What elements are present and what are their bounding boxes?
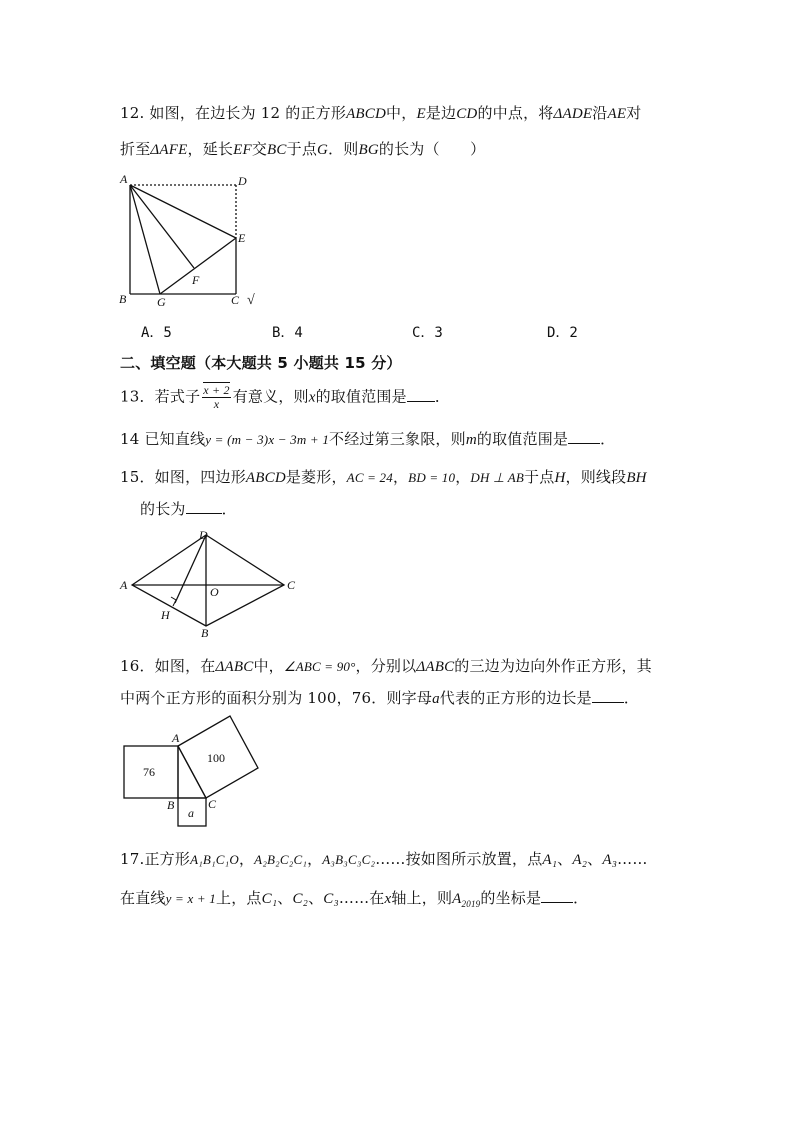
q12-label-f: F <box>192 273 200 287</box>
q14-line: 14 已知直线y = (m − 3)x − 3m + 1不经过第三象限，则m的取值范围是 ． <box>120 430 616 448</box>
answer-check-mark: √ <box>247 293 255 308</box>
q12-line2: 折至ΔAFE，延长EF交BC于点G．则BG的长为（ ） <box>120 140 486 158</box>
q12-option-b: B．4 <box>272 325 303 341</box>
q12-label-c: C <box>231 293 240 307</box>
q16-label-c: C <box>208 797 217 811</box>
q15-label-a: A <box>120 578 128 592</box>
q12-label-a: A <box>120 172 128 186</box>
q15-label-h: H <box>161 608 170 622</box>
q16-square-100-label: 100 <box>207 751 225 765</box>
q17-line2: 在直线y = x + 1上，点C₁、C₂、C₃……在x轴上，则$A_{2019}$的坐标是 ． <box>120 889 589 909</box>
q12-option-c: C．3 <box>412 325 443 341</box>
q16-label-b: B <box>167 798 175 812</box>
q13-fraction: $\frac{x + 2}{x}$ <box>203 383 230 411</box>
q15-label-d: D <box>199 528 208 542</box>
q15-line2: 的长为 ． <box>140 500 237 518</box>
q12-line1: 12. 如图，在边长为 12 的正方形ABCD中，E是边CD的中点，将ΔADE沿AE对 <box>120 104 642 122</box>
q12-label-e: E <box>238 231 246 245</box>
q16-label-a: A <box>172 731 180 745</box>
q15-line1: 15．如图，四边形ABCD是菱形，AC = 24，BD = 10，DH ⊥ AB于点H，则线段BH <box>120 468 647 486</box>
q15-label-b: B <box>201 626 209 640</box>
q12-label-b: B <box>119 292 127 306</box>
q12-label-d: D <box>238 174 247 188</box>
q12-label-g: G <box>157 295 166 309</box>
q15-label-c: C <box>287 578 296 592</box>
q12-option-a: A．5 <box>141 325 172 341</box>
q16-line2: 中两个正方形的面积分别为 100，76．则字母a代表的正方形的边长是 ． <box>120 689 640 707</box>
q13-line: 13．若式子 $\frac{x + 2}{x}$ 有意义，则x的取值范围是 ． <box>120 383 451 411</box>
q16-line1: 16．如图，在ΔABC中，∠ABC = 90°，分别以ΔABC的三边为边向外作正方形，其 <box>120 657 652 675</box>
q15-label-o: O <box>210 585 219 599</box>
sqrt-expression: x + 2 <box>203 383 230 397</box>
q16-square-76-label: 76 <box>143 765 155 779</box>
q16-square-a-label: a <box>188 806 194 820</box>
section-heading: 二、填空题（本大题共 5 小题共 15 分） <box>120 354 402 372</box>
answer-blank <box>541 890 573 903</box>
q17-line1: 17.正方形A₁B₁C₁O，A₂B₂C₂C₁，A₃B₃C₃C₂……按如图所示放置，点A₁、A₂、A₃…… <box>120 850 648 868</box>
q12-option-d: D．2 <box>547 325 578 341</box>
